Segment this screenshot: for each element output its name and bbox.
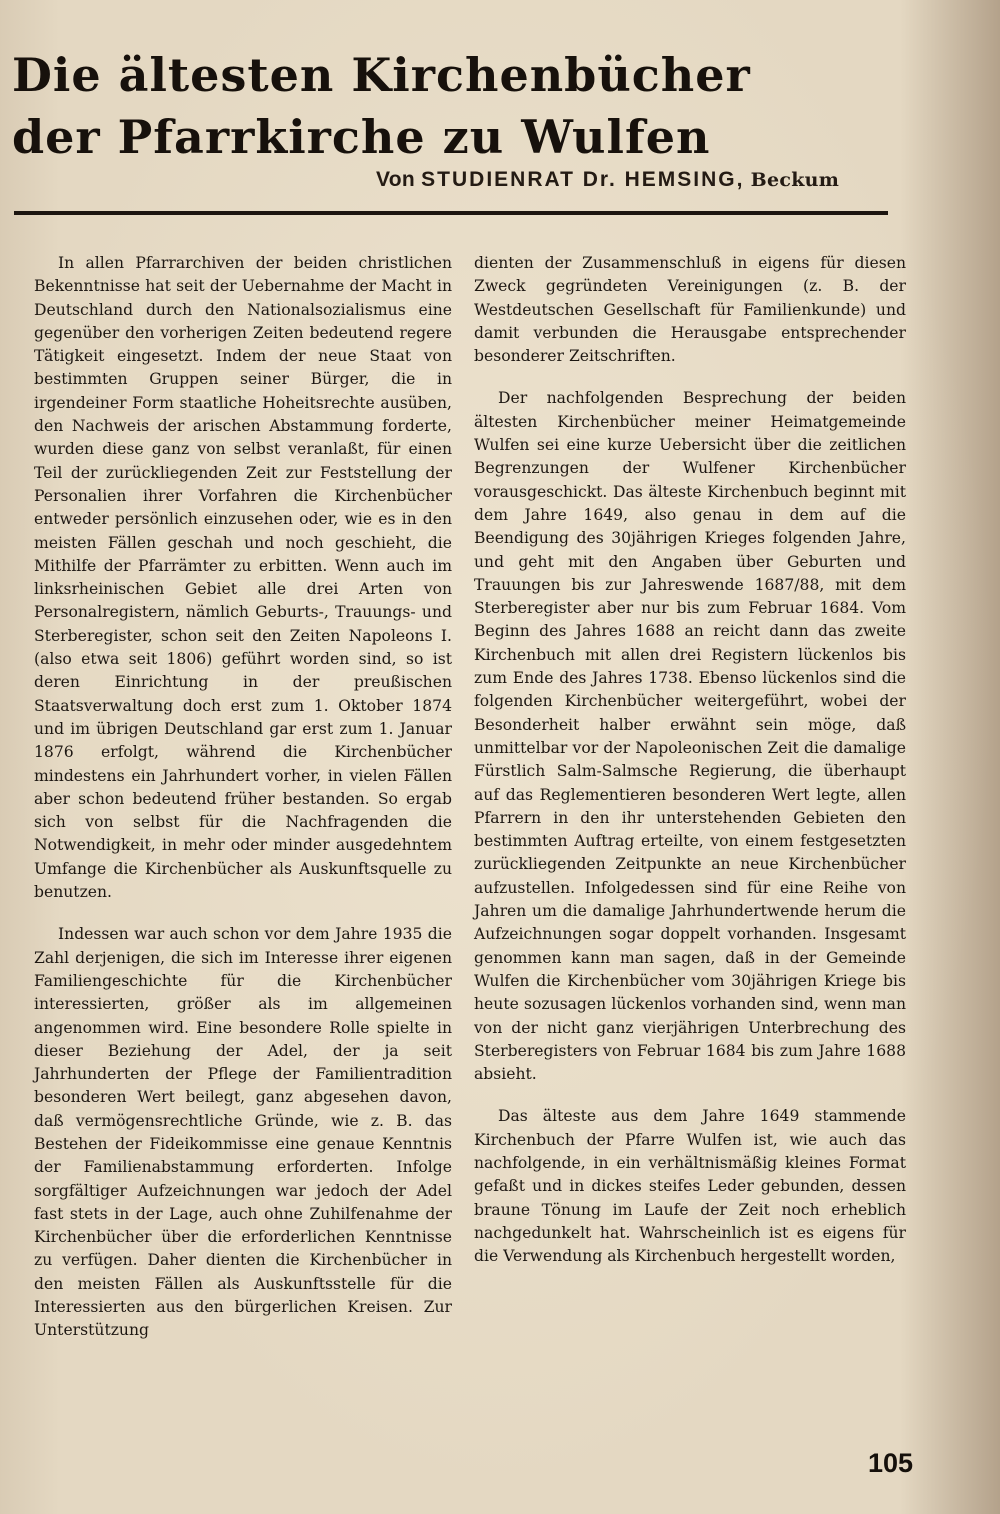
paragraph: dienten der Zusammenschluß in eigens für diesen Zweck gegründeten Vereinigungen (z. B. der Westdeutschen Gesellschaft für Familienkunde) und damit verbunden die Herausgabe entsprechender besonderer Zeitschriften. [474,254,906,366]
paragraph: In allen Pfarrarchiven der beiden christlichen Bekenntnisse hat seit der Uebernahme der Macht in Deutschland durch den Nationalsozialismus eine gegenüber den vorherigen Zeiten bedeutend regere Tätigkeit eingesetzt. Indem der neue Staat von bestimmten Gruppen seiner Bürger, die in irgendeiner Form staatliche Hoheitsrechte ausüben, den Nachweis der arischen Abstammung forderte, wurden diese ganz von selbst veranlaßt, für einen Teil der zurückliegenden Zeit zur Feststellung der Personalien ihrer Vorfahren die Kirchenbücher entweder persönlich einzusehen oder, wie es in den meisten Fällen geschah und noch geschieht, die Mithilfe der Pfarrämter zu erbitten. Wenn auch im linksrheinischen Gebiet alle drei Arten von Personalregistern, nämlich Geburts-, Trauungs- und Sterberegister, schon seit den Zeiten Napoleons I. (also etwa seit 1806) geführt worden sind, so ist deren Einrichtung in der preußischen Staatsverwaltung doch erst zum 1. Oktober 1874 und im übrigen Deutschland gar erst zum 1. Januar 1876 erfolgt, während die Kirchenbücher mindestens ein Jahrhundert vorher, in vielen Fällen aber schon bedeutend früher bestanden. So ergab sich von selbst für die Nachfragenden die Notwendigkeit, in mehr oder minder ausgedehntem Umfange die Kirchenbücher als Auskunftsquelle zu benutzen. [34,254,452,902]
byline-author: STUDIENRAT Dr. HEMSING, [421,168,745,191]
paragraph: Der nachfolgenden Besprechung der beiden ältesten Kirchenbücher meiner Heimatgemeinde Wulfen sei eine kurze Uebersicht über die zeitlichen Begrenzungen der Wulfener Kirchenbücher vorausgeschickt. Das älteste Kirchenbuch beginnt mit dem Jahre 1649, also genau in dem auf die Beendigung des 30jährigen Krieges folgenden Jahre, und geht mit den Angaben über Geburten und Trauungen bis zur Jahreswende 1687/88, mit dem Sterberegister aber nur bis zum Februar 1684. Vom Beginn des Jahres 1688 an reicht dann das zweite Kirchenbuch mit allen drei Registern lückenlos bis zum Ende des Jahres 1738. Ebenso lückenlos sind die folgenden Kirchenbücher weitergeführt, wobei der Besonderheit halber erwähnt sein möge, daß unmittelbar vor der Napoleonischen Zeit die damalige Fürstlich Salm-Salmsche Regierung, die überhaupt auf das Reglementieren besonderen Wert legte, allen Pfarrern in den ihr unterstehenden Gebieten den bestimmten Auftrag erteilte, von einem festgesetzten zurückliegenden Zeitpunkte an neue Kirchenbücher aufzustellen. Infolgedessen sind für eine Reihe von Jahren um die damalige Jahrhundertwende herum die Aufzeichnungen sogar doppelt vorhanden. Insgesamt genommen kann man sagen, daß in der Gemeinde Wulfen die Kirchenbücher vom 30jährigen Kriege bis heute sozusagen lückenlos vorhanden sind, wenn man von der nicht ganz vierjährigen Unterbrechung des Sterberegisters von Februar 1684 bis zum Jahre 1688 absieht. [474,389,906,1084]
page-number: 105 [868,1448,914,1478]
byline-place: Beckum [750,169,840,191]
article-title [12,44,772,168]
byline-prefix: Von [376,168,416,191]
left-column [34,252,452,1362]
right-column [474,252,906,1287]
paragraph: Das älteste aus dem Jahre 1649 stammende Kirchenbuch der Pfarre Wulfen ist, wie auch das nachfolgende, in ein verhältnismäßig kleines Format gefaßt und in dickes steifes Leder gebunden, dessen braune Tönung im Laufe der Zeit noch erheblich nachgedunkelt hat. Wahrscheinlich ist es eigens für die Verwendung als Kirchenbuch hergestellt worden, [474,1107,906,1266]
title-line-1: Die ältesten Kirchenbücher [12,48,751,102]
paragraph: Indessen war auch schon vor dem Jahre 1935 die Zahl derjenigen, die sich im Interesse ihrer eigenen Familiengeschichte für die Kirchenbücher interessierten, größer als im allgemeinen angenommen wird. Eine besondere Rolle spielte in dieser Beziehung der Adel, der ja seit Jahrhunderten der Pflege der Familientradition besonderen Wert beilegt, ganz abgesehen davon, daß vermögensrechtliche Gründe, wie z. B. das Bestehen der Fideikommisse eine genaue Kenntnis der Familienabstammung erforderten. Infolge sorgfältiger Aufzeichnungen war jedoch der Adel fast stets in der Lage, auch ohne Zuhilfenahme der Kirchenbücher über die erforderlichen Kenntnisse zu verfügen. Daher dienten die Kirchenbücher in den meisten Fällen als Auskunftsstelle für die Interessierten aus den bürgerlichen Kreisen. Zur Unterstützung [34,925,452,1340]
title-line-2: der Pfarrkirche zu Wulfen [12,110,711,164]
title-divider [14,211,888,215]
byline [376,168,839,192]
